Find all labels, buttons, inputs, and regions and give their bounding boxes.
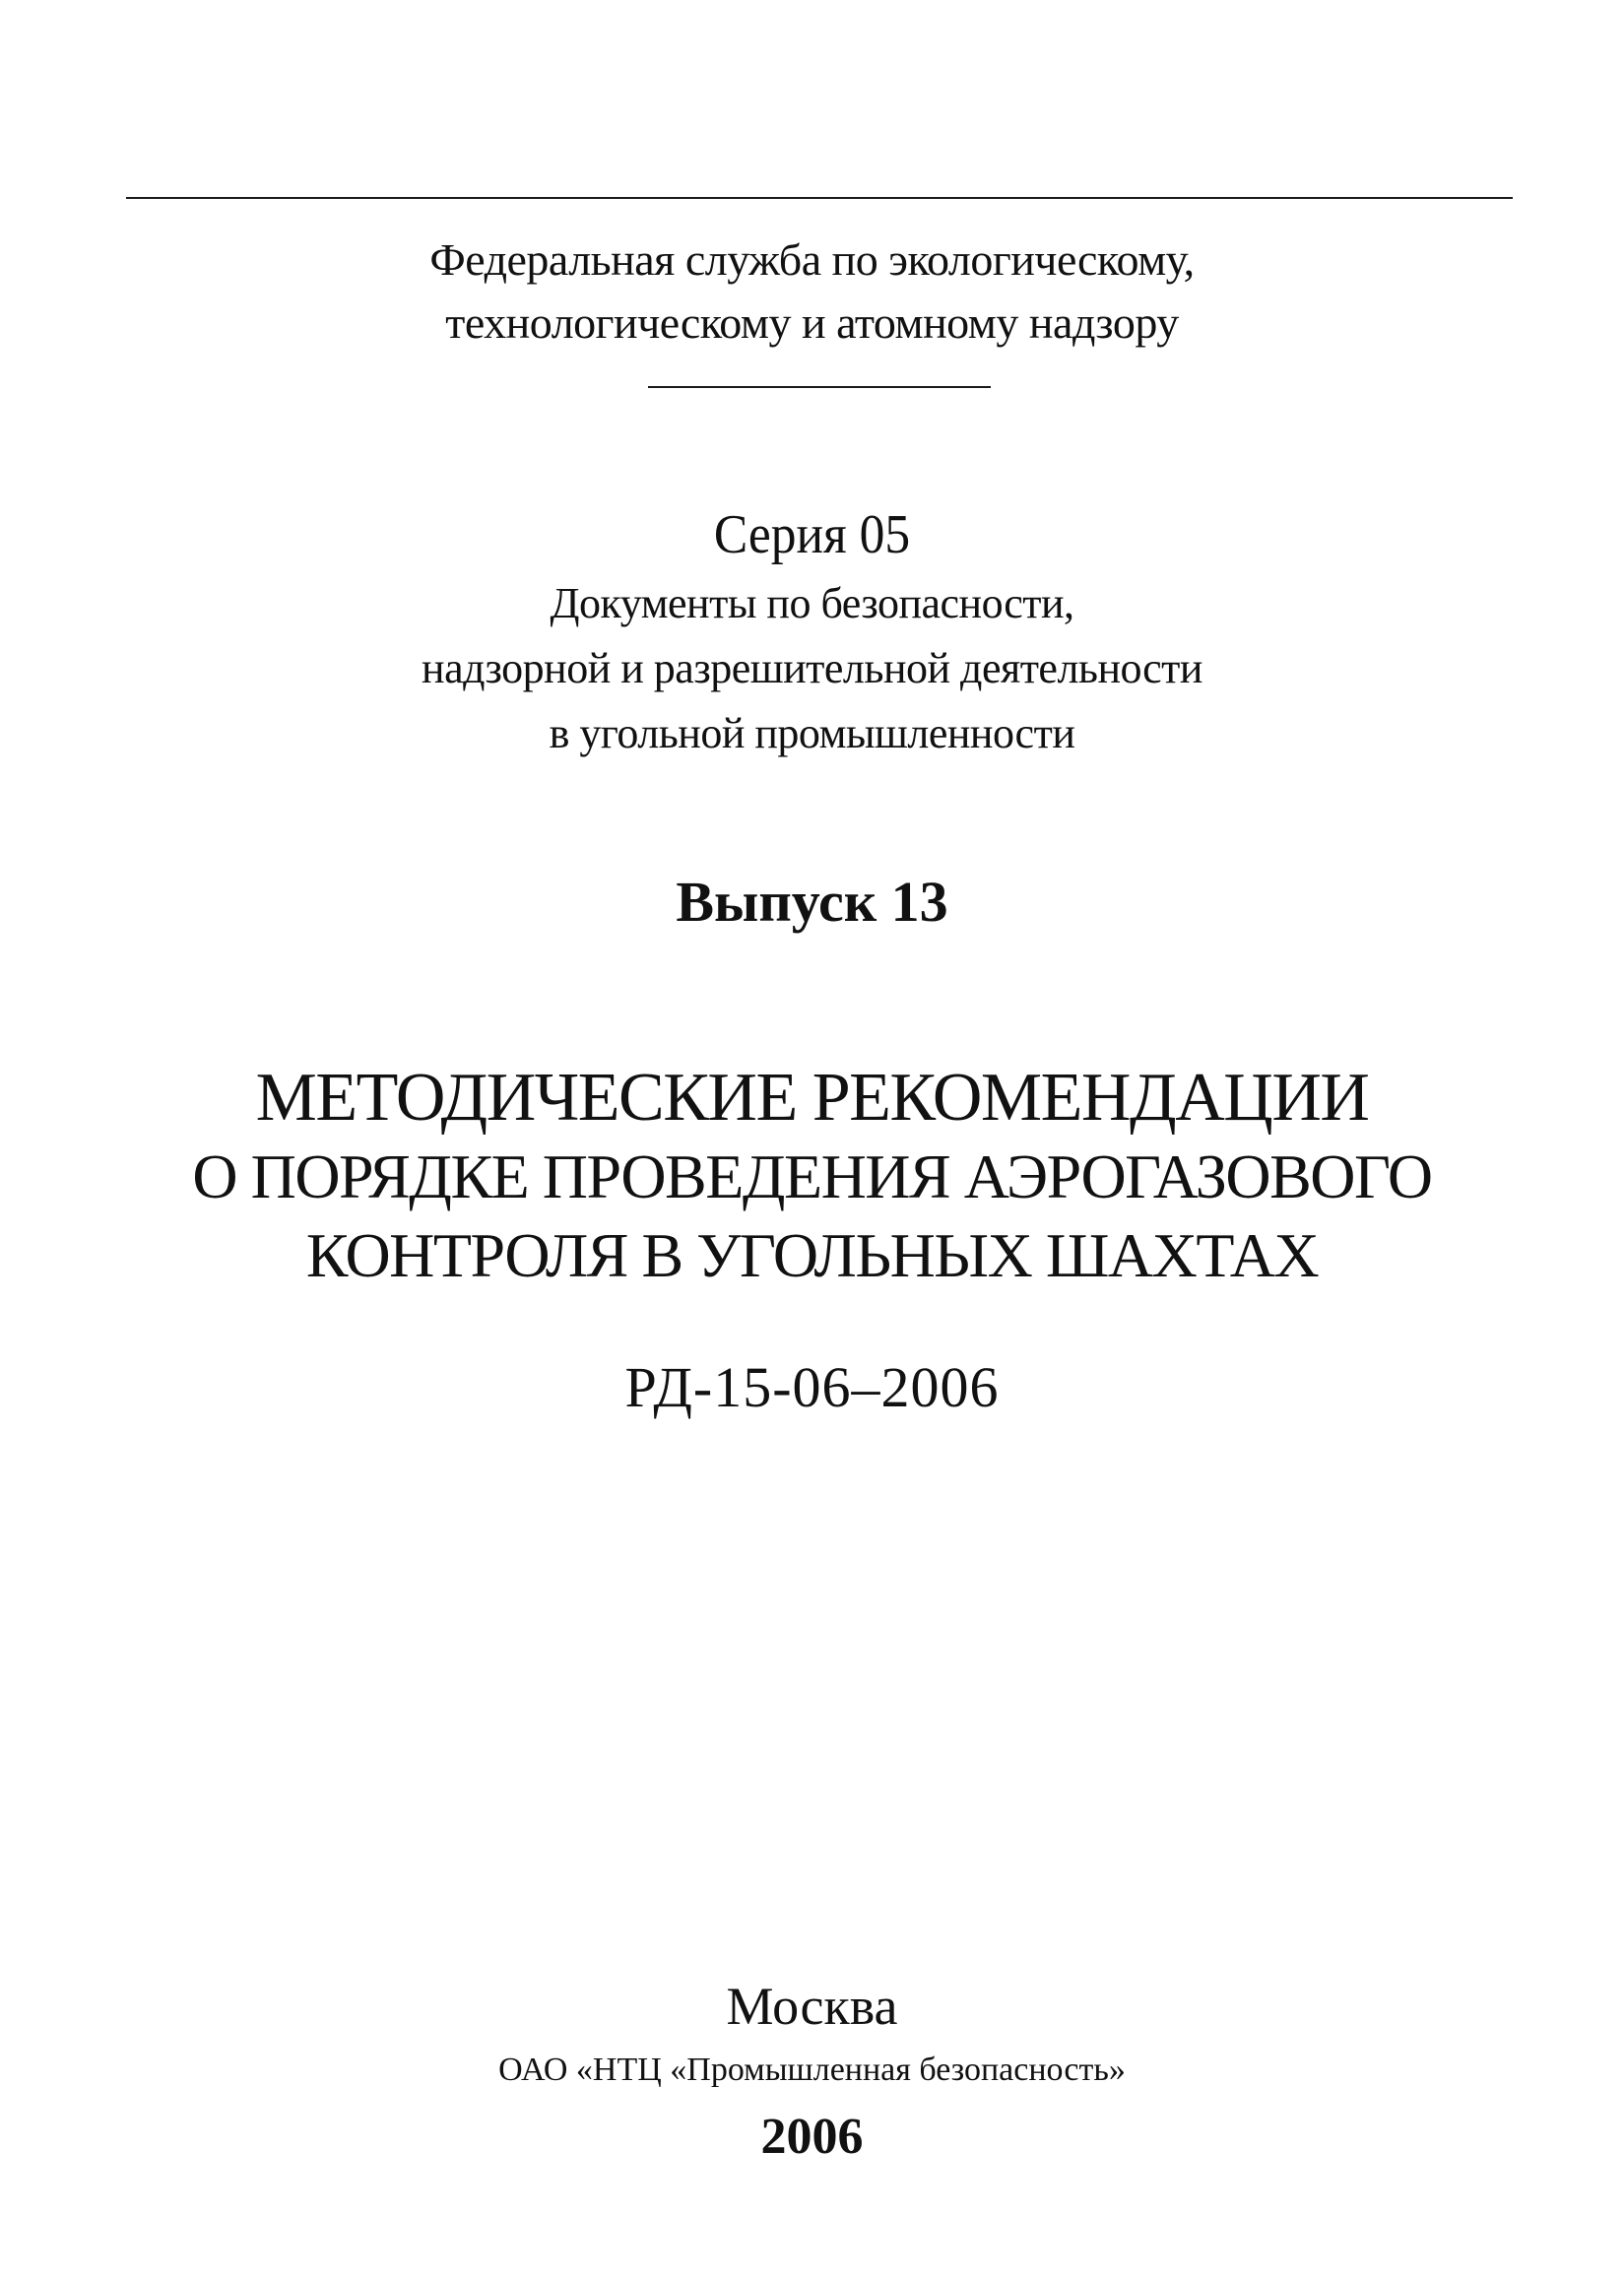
document-title: [0, 1059, 1624, 1295]
agency-line-1: Федеральная служба по экологическому,: [429, 234, 1195, 285]
agency-name: [0, 228, 1624, 355]
top-rule: [126, 197, 1513, 199]
title-line-1: МЕТОДИЧЕСКИЕ РЕКОМЕНДАЦИИ: [255, 1060, 1369, 1136]
series-number: Серия 05: [713, 504, 911, 565]
imprint-publisher: [0, 2043, 1624, 2098]
imprint-city: [0, 1972, 1624, 2041]
publisher-text: ОАО «НТЦ «Промышленная безопасность»: [498, 2052, 1126, 2088]
issue-label: Выпуск 13: [676, 870, 948, 934]
year-text: 2006: [760, 2109, 864, 2165]
title-line-2: О ПОРЯДКЕ ПРОВЕДЕНИЯ АЭРОГАЗОВОГО: [192, 1141, 1432, 1211]
document-code-text: РД-15-06–2006: [624, 1355, 1000, 1419]
city-text: Москва: [726, 1977, 898, 2036]
series-desc-line-2: надзорной и разрешительной деятельности: [422, 644, 1202, 692]
title-line-3: КОНТРОЛЯ В УГОЛЬНЫХ ШАХТАХ: [305, 1220, 1319, 1290]
separator-rule: [648, 386, 991, 388]
issue-number: [0, 867, 1624, 938]
series-title: [65, 500, 1559, 569]
imprint-year: [0, 2102, 1624, 2173]
agency-line-2: технологическому и атомному надзору: [445, 297, 1179, 348]
series-description: [0, 571, 1624, 766]
series-desc-line-3: в угольной промышленности: [549, 709, 1075, 757]
document-code: [0, 1352, 1624, 1423]
series-desc-line-1: Документы по безопасности,: [550, 579, 1074, 627]
